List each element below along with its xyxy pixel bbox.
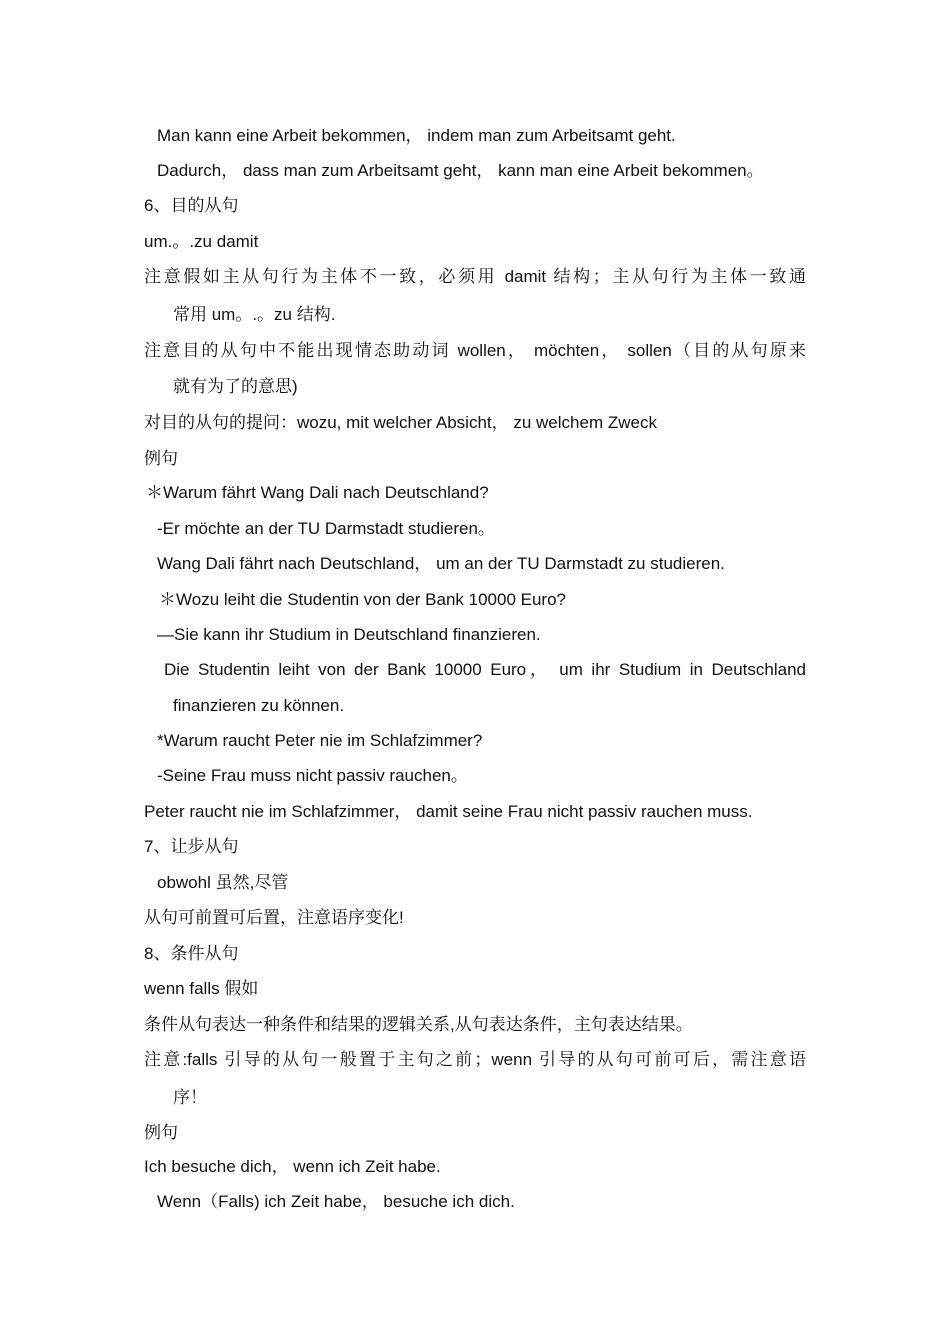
heading-purpose-clause: 6、目的从句: [144, 196, 239, 215]
example-besuche-wenn: Ich besuche dich， wenn ich Zeit habe.: [144, 1157, 441, 1176]
heading-concessive-clause: 7、让步从句: [144, 837, 239, 856]
examples-label: 例句: [144, 449, 178, 468]
example-sentence-studentin: Die Studentin leiht von der Bank 10000 Euro， um ihr Studium in Deutschland: [164, 660, 806, 679]
example-question-peter: *Warum raucht Peter nie im Schlafzimmer?: [157, 731, 483, 750]
example-wenn-falls: Wenn（Falls) ich Zeit habe， besuche ich dich.: [157, 1192, 515, 1211]
description-conditional: 条件从句表达一种条件和结果的逻辑关系,从句表达条件，主句表达结果。: [144, 1015, 693, 1034]
example-question-wang: ＊Warum fährt Wang Dali nach Deutschland?: [146, 483, 489, 502]
question-words: 对目的从句的提问：wozu, mit welcher Absicht， zu welchem Zweck: [144, 413, 657, 432]
note-falls-wenn-cont: 序！: [173, 1088, 207, 1107]
note-modal-verbs-cont: 就有为了的意思): [173, 377, 298, 396]
example-answer-studentin: —Sie kann ihr Studium in Deutschland finanzieren.: [157, 625, 541, 644]
note-falls-wenn: 注意:falls 引导的从句一般置于主句之前；wenn 引导的从句可前可后，需注意语: [144, 1050, 806, 1069]
example-question-studentin: ＊Wozu leiht die Studentin von der Bank 10000 Euro?: [159, 590, 567, 609]
example-sentence-peter: Peter raucht nie im Schlafzimmer， damit seine Frau nicht passiv rauchen muss.: [144, 802, 753, 821]
conjunctions-purpose: um.。.zu damit: [144, 232, 259, 251]
example-arbeit-dadurch: Dadurch， dass man zum Arbeitsamt geht， kann man eine Arbeit bekommen。: [157, 161, 764, 180]
example-answer-wang: -Er möchte an der TU Darmstadt studieren。: [157, 519, 495, 538]
conjunctions-conditional: wenn falls 假如: [144, 979, 259, 998]
examples-label-2: 例句: [144, 1123, 178, 1142]
example-sentence-studentin-cont: finanzieren zu können.: [173, 696, 345, 715]
note-subject-consistency-cont: 常用 um。.。zu 结构.: [173, 305, 336, 324]
conjunction-obwohl: obwohl 虽然,尽管: [157, 873, 289, 892]
example-sentence-wang: Wang Dali fährt nach Deutschland， um an der TU Darmstadt zu studieren.: [157, 554, 725, 573]
example-arbeit-indem: Man kann eine Arbeit bekommen， indem man zum Arbeitsamt geht.: [157, 126, 676, 145]
heading-conditional-clause: 8、条件从句: [144, 944, 239, 963]
example-answer-peter: -Seine Frau muss nicht passiv rauchen。: [157, 766, 468, 785]
note-modal-verbs: 注意目的从句中不能出现情态助动词 wollen， möchten， sollen（目的从句原来: [144, 341, 806, 360]
note-subject-consistency: 注意假如主从句行为主体不一致，必须用 damit 结构；主从句行为主体一致通: [144, 267, 806, 286]
note-word-order: 从句可前置可后置，注意语序变化!: [144, 908, 404, 927]
